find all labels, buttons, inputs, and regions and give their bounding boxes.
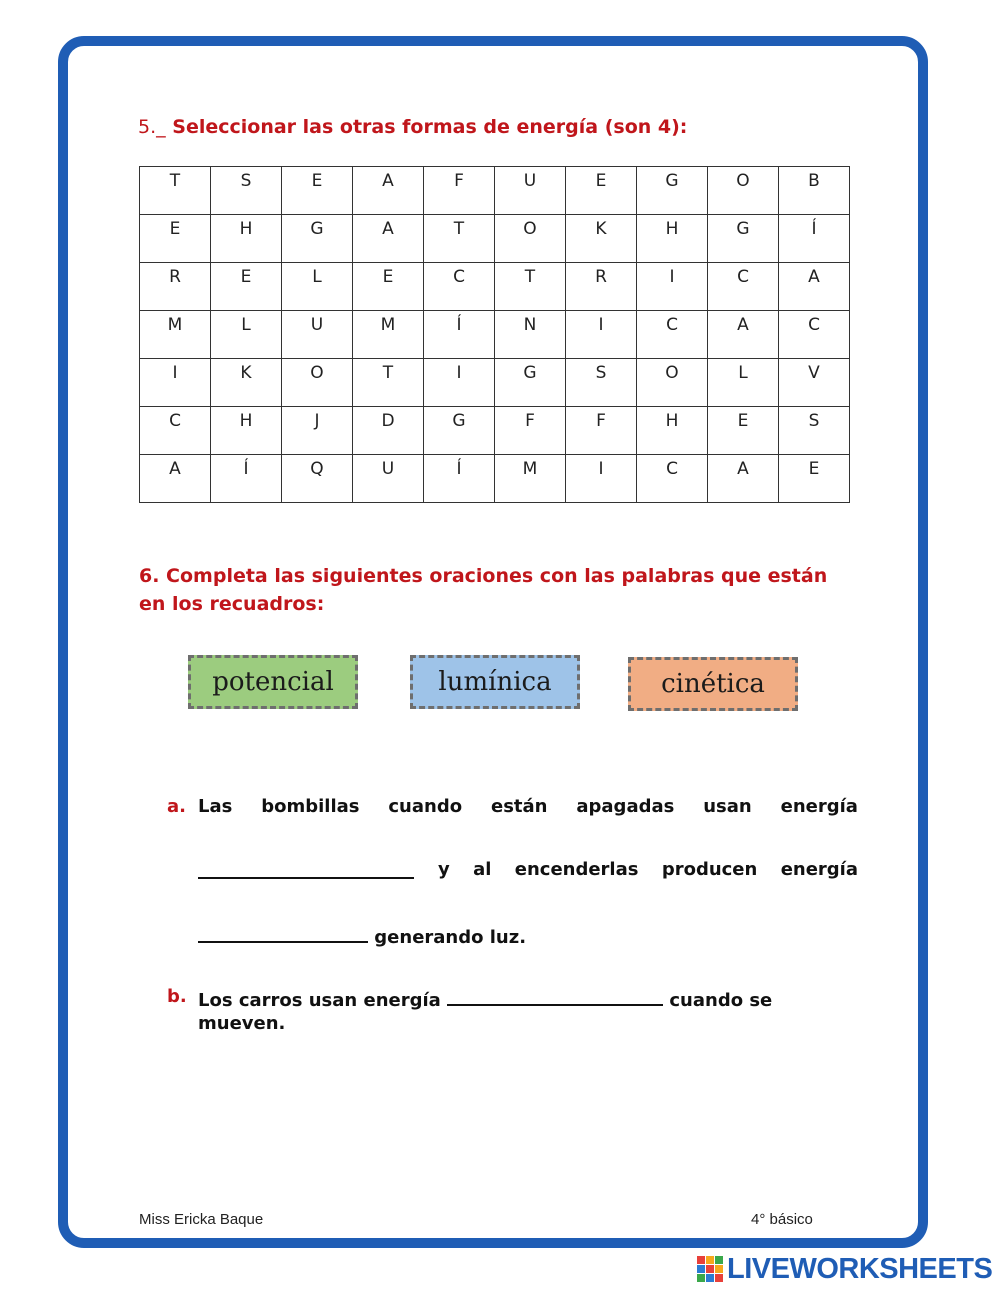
word-bank-cinetica[interactable]: cinética: [628, 657, 798, 711]
grid-cell[interactable]: G: [424, 407, 495, 455]
sentence-word: energía: [780, 796, 858, 817]
grid-cell[interactable]: Í: [211, 455, 282, 503]
grid-cell[interactable]: I: [140, 359, 211, 407]
sentence-a-end: generando luz.: [374, 927, 527, 948]
grid-cell[interactable]: M: [140, 311, 211, 359]
word-bank-potencial[interactable]: potencial: [188, 655, 358, 709]
sentence-word: están: [490, 796, 548, 817]
grid-cell[interactable]: S: [779, 407, 850, 455]
grid-cell[interactable]: O: [282, 359, 353, 407]
grid-row: [140, 407, 850, 455]
sentence-a-line-2: [198, 859, 858, 880]
grid-cell[interactable]: E: [779, 455, 850, 503]
grid-cell[interactable]: K: [211, 359, 282, 407]
grid-cell[interactable]: I: [566, 311, 637, 359]
sentence-a-line-2-words: [438, 859, 858, 880]
grid-cell[interactable]: H: [211, 215, 282, 263]
grid-cell[interactable]: T: [353, 359, 424, 407]
sentence-word: producen: [661, 859, 758, 880]
grid-cell[interactable]: A: [779, 263, 850, 311]
grid-cell[interactable]: V: [779, 359, 850, 407]
sentence-b-end: cuando se: [669, 990, 773, 1011]
grid-cell[interactable]: F: [424, 167, 495, 215]
grid-cell[interactable]: M: [353, 311, 424, 359]
grid-cell[interactable]: U: [495, 167, 566, 215]
sentence-word: apagadas: [576, 796, 675, 817]
grid-cell[interactable]: E: [353, 263, 424, 311]
grid-cell[interactable]: C: [424, 263, 495, 311]
grid-cell[interactable]: L: [282, 263, 353, 311]
grid-cell[interactable]: H: [211, 407, 282, 455]
grid-cell[interactable]: Í: [424, 311, 495, 359]
question-5-title: [138, 116, 687, 138]
sentence-word: encenderlas: [514, 859, 639, 880]
grid-cell[interactable]: G: [637, 167, 708, 215]
grid-cell[interactable]: E: [211, 263, 282, 311]
liveworksheets-logo-icon: [697, 1256, 723, 1282]
grid-cell[interactable]: C: [637, 311, 708, 359]
grid-cell[interactable]: H: [637, 407, 708, 455]
sentence-word: energía: [780, 859, 858, 880]
grid-cell[interactable]: I: [424, 359, 495, 407]
grid-cell[interactable]: A: [353, 215, 424, 263]
grid-cell[interactable]: A: [708, 455, 779, 503]
footer-teacher: Miss Ericka Baque: [139, 1211, 264, 1228]
sentence-b-start: Los carros usan energía: [198, 990, 441, 1011]
grid-cell[interactable]: C: [637, 455, 708, 503]
sentence-word: Las: [198, 796, 233, 817]
sentence-a-line-1: [198, 796, 858, 817]
sentence-a-line-3: [198, 923, 526, 948]
sentence-b-line-1: [198, 986, 772, 1011]
grid-cell[interactable]: F: [566, 407, 637, 455]
sentence-b-line-2: mueven.: [198, 1013, 286, 1034]
grid-cell[interactable]: T: [495, 263, 566, 311]
grid-cell[interactable]: M: [495, 455, 566, 503]
sentence-word: y: [438, 859, 450, 880]
grid-row: [140, 167, 850, 215]
grid-cell[interactable]: U: [282, 311, 353, 359]
sentence-word: usan: [703, 796, 752, 817]
grid-cell[interactable]: E: [140, 215, 211, 263]
question-6-title: 6. Completa las siguientes oraciones con las palabras que están en los recuadros:: [139, 565, 828, 615]
grid-cell[interactable]: Q: [282, 455, 353, 503]
grid-cell[interactable]: B: [779, 167, 850, 215]
grid-cell[interactable]: R: [140, 263, 211, 311]
grid-row: [140, 311, 850, 359]
grid-cell[interactable]: O: [637, 359, 708, 407]
blank-a2[interactable]: [198, 923, 368, 943]
grid-cell[interactable]: S: [211, 167, 282, 215]
grid-row: [140, 215, 850, 263]
sentence-word: bombillas: [261, 796, 360, 817]
grid-cell[interactable]: A: [140, 455, 211, 503]
grid-cell[interactable]: U: [353, 455, 424, 503]
grid-cell[interactable]: A: [708, 311, 779, 359]
footer-grade: 4° básico: [751, 1211, 813, 1228]
grid-row: [140, 263, 850, 311]
question-5-text: Seleccionar las otras formas de energía (son 4):: [172, 116, 688, 138]
sentence-word: cuando: [388, 796, 463, 817]
grid-cell[interactable]: R: [566, 263, 637, 311]
grid-cell[interactable]: I: [566, 455, 637, 503]
grid-cell[interactable]: L: [211, 311, 282, 359]
blank-a1[interactable]: [198, 859, 414, 879]
liveworksheets-logo[interactable]: [697, 1252, 992, 1286]
grid-cell[interactable]: T: [424, 215, 495, 263]
question-5-number: 5._: [138, 116, 166, 138]
grid-cell[interactable]: I: [637, 263, 708, 311]
grid-cell[interactable]: J: [282, 407, 353, 455]
grid-cell[interactable]: Í: [779, 215, 850, 263]
grid-cell[interactable]: O: [708, 167, 779, 215]
grid-cell[interactable]: H: [637, 215, 708, 263]
grid-cell[interactable]: C: [708, 263, 779, 311]
word-bank-luminica[interactable]: lumínica: [410, 655, 580, 709]
grid-cell[interactable]: E: [282, 167, 353, 215]
sentence-word: al: [473, 859, 492, 880]
item-b-letter: b.: [167, 986, 187, 1007]
grid-cell[interactable]: E: [708, 407, 779, 455]
grid-cell[interactable]: C: [779, 311, 850, 359]
grid-cell[interactable]: G: [708, 215, 779, 263]
item-a-letter: a.: [167, 796, 186, 817]
grid-cell[interactable]: D: [353, 407, 424, 455]
grid-cell[interactable]: L: [708, 359, 779, 407]
grid-cell[interactable]: E: [566, 167, 637, 215]
grid-row: [140, 455, 850, 503]
grid-cell[interactable]: G: [282, 215, 353, 263]
word-search-grid[interactable]: [139, 166, 850, 503]
grid-cell[interactable]: S: [566, 359, 637, 407]
grid-cell[interactable]: G: [495, 359, 566, 407]
grid-cell[interactable]: C: [140, 407, 211, 455]
liveworksheets-logo-text: LIVEWORKSHEETS: [727, 1252, 993, 1285]
grid-cell[interactable]: F: [495, 407, 566, 455]
grid-row: [140, 359, 850, 407]
grid-cell[interactable]: N: [495, 311, 566, 359]
grid-cell[interactable]: T: [140, 167, 211, 215]
blank-b1[interactable]: [447, 986, 663, 1006]
grid-cell[interactable]: O: [495, 215, 566, 263]
grid-cell[interactable]: Í: [424, 455, 495, 503]
grid-cell[interactable]: K: [566, 215, 637, 263]
grid-cell[interactable]: A: [353, 167, 424, 215]
